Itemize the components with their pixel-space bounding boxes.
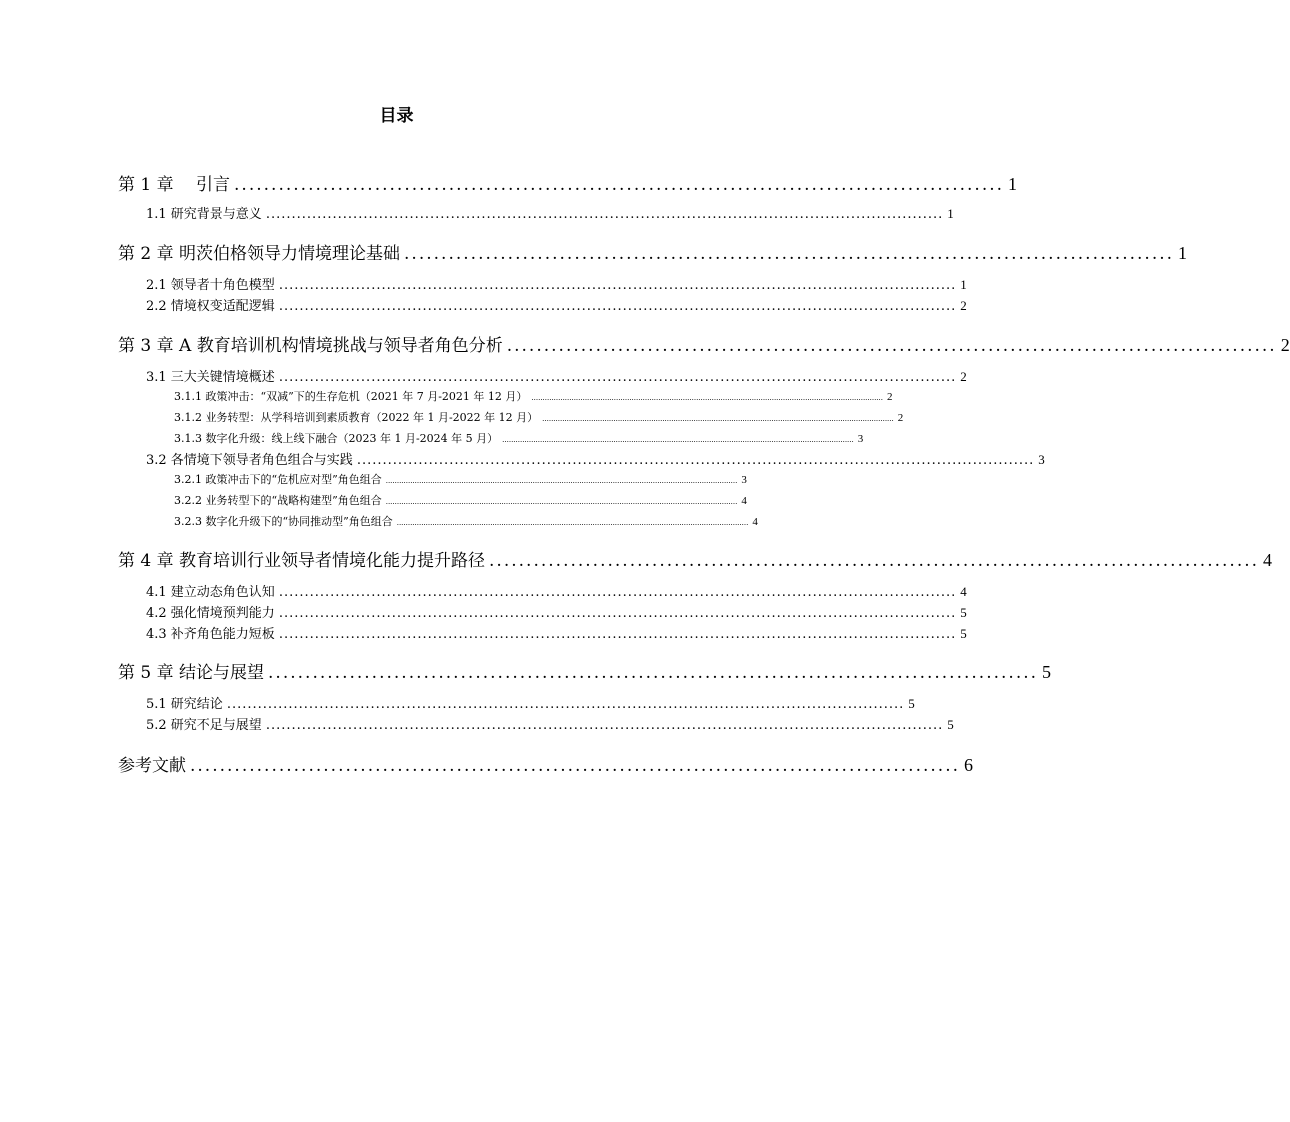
dot-leader: .............................................................................................................................................................. [385,498,738,506]
page-title: 目录 [379,106,414,126]
toc-page-number: 3 [1038,452,1045,467]
toc-page-number: 2 [960,298,967,313]
toc-page-number: 1 [1008,174,1018,194]
toc-entry-label: 第 5 章 结论与展望 [118,663,265,683]
toc-entry-label: 3.1.3 数字化升级：线上线下融合（2023 年 1 月-2024 年 5 月） [174,432,499,445]
toc-page-number: 1 [960,277,967,292]
toc-subsection-3-1-2[interactable] [174,409,904,427]
toc-section-5-2[interactable] [146,715,954,735]
toc-page-number: 4 [1263,550,1273,570]
toc-entry-label: 1.1 研究背景与意义 [146,207,262,222]
toc-entry-label: 3.2 各情境下领导者角色组合与实践 [146,453,353,468]
dot-leader: ........................................................................................................ [404,244,1175,264]
dot-leader: .................................................................................................................................... [226,697,905,712]
toc-page-number: 5 [960,605,967,620]
toc-section-2-2[interactable] [146,296,967,316]
dot-leader: ........................................................................................................ [268,663,1039,683]
toc-page-number: 4 [741,495,747,507]
toc-entry-label: 第 2 章 明茨伯格领导力情境理论基础 [118,244,401,264]
toc-chapter-5[interactable] [118,659,1052,685]
dot-leader: ........................................................................................................ [234,175,1005,195]
toc-section-1-1[interactable] [146,204,954,224]
dot-leader: .............................................................................................................................................................. [396,519,749,527]
toc-section-4-2[interactable] [146,603,967,623]
toc-page-number: 5 [947,717,954,732]
toc-section-4-1[interactable] [146,582,967,602]
toc-page-number: 6 [964,755,973,775]
toc-entry-label: 4.2 强化情境预判能力 [146,606,275,621]
dot-leader: .................................................................................................................................... [278,627,957,642]
dot-leader: .................................................................................................................................... [356,453,1035,468]
toc-entry-label: 5.1 研究结论 [146,697,223,712]
dot-leader: .................................................................................................................................... [278,585,957,600]
dot-leader: ........................................................................................................ [190,756,960,776]
toc-page-number: 2 [960,369,967,384]
toc-page-number: 2 [1280,335,1290,355]
toc-subsection-3-2-1[interactable] [174,471,747,489]
toc-entry-label: 4.1 建立动态角色认知 [146,585,275,600]
dot-leader: ........................................................................................................ [506,336,1277,356]
toc-entry-label: 3.1 三大关键情境概述 [146,370,275,385]
dot-leader: ........................................................................................................ [489,551,1260,571]
dot-leader: .............................................................................................................................................................. [385,477,738,485]
toc-entry-label: 第 3 章 A 教育培训机构情境挑战与领导者角色分析 [118,336,503,356]
toc-entry-label: 3.2.3 数字化升级下的“协同推动型”角色组合 [174,515,393,528]
dot-leader: .............................................................................................................................................................. [542,415,894,423]
dot-leader: .................................................................................................................................... [278,278,957,293]
toc-chapter-3[interactable] [118,332,1290,358]
toc-page-number: 2 [887,391,893,403]
toc-page-number: 3 [741,474,747,486]
toc-entry-label: 3.2.1 政策冲击下的“危机应对型”角色组合 [174,473,382,486]
toc-page-number: 2 [897,412,904,424]
toc-page-number: 3 [857,433,864,445]
dot-leader: .................................................................................................................................... [278,606,957,621]
toc-entry-label: 3.2.2 业务转型下的“战略构建型”角色组合 [174,494,382,507]
dot-leader: .................................................................................................................................... [278,299,957,314]
toc-entry-label: 2.1 领导者十角色模型 [146,278,275,293]
toc-section-3-2[interactable] [146,450,1045,470]
toc-entry-label: 4.3 补齐角色能力短板 [146,627,275,642]
toc-entry-label: 第 1 章 引言 [118,175,231,195]
toc-section-3-1[interactable] [146,367,967,387]
toc-chapter-4[interactable] [118,547,1273,573]
toc-entry-label: 第 4 章 教育培训行业领导者情境化能力提升路径 [118,551,486,571]
toc-subsection-3-1-1[interactable] [174,388,893,406]
toc-entry-label: 3.1.2 业务转型：从学科培训到素质教育（2022 年 1 月-2022 年 12 月） [174,411,539,424]
toc-subsection-3-2-3[interactable] [174,513,758,531]
toc-page-number: 5 [1042,662,1052,682]
toc-references[interactable] [118,752,973,778]
toc-section-5-1[interactable] [146,694,915,714]
dot-leader: .................................................................................................................................... [278,370,957,385]
toc-entry-label: 2.2 情境权变适配逻辑 [146,299,275,314]
dot-leader: .................................................................................................................................... [265,718,944,733]
toc-page-number: 5 [960,626,967,641]
toc-section-4-3[interactable] [146,624,967,644]
toc-page-number: 4 [960,584,967,599]
dot-leader: .................................................................................................................................... [265,207,944,222]
toc-page-number: 1 [1178,243,1188,263]
toc-page-number: 4 [752,516,758,528]
toc-subsection-3-1-3[interactable] [174,430,864,448]
dot-leader: .............................................................................................................................................................. [531,394,883,402]
toc-page-number: 5 [908,696,915,711]
dot-leader: .............................................................................................................................................................. [502,436,854,444]
toc-entry-label: 参考文献 [118,756,186,776]
toc-section-2-1[interactable] [146,275,967,295]
toc-chapter-1[interactable] [118,171,1018,197]
toc-chapter-2[interactable] [118,240,1188,266]
toc-entry-label: 3.1.1 政策冲击：“双减”下的生存危机（2021 年 7 月-2021 年 12 月） [174,390,528,403]
toc-page-number: 1 [947,206,954,221]
toc-subsection-3-2-2[interactable] [174,492,747,510]
toc-entry-label: 5.2 研究不足与展望 [146,718,262,733]
